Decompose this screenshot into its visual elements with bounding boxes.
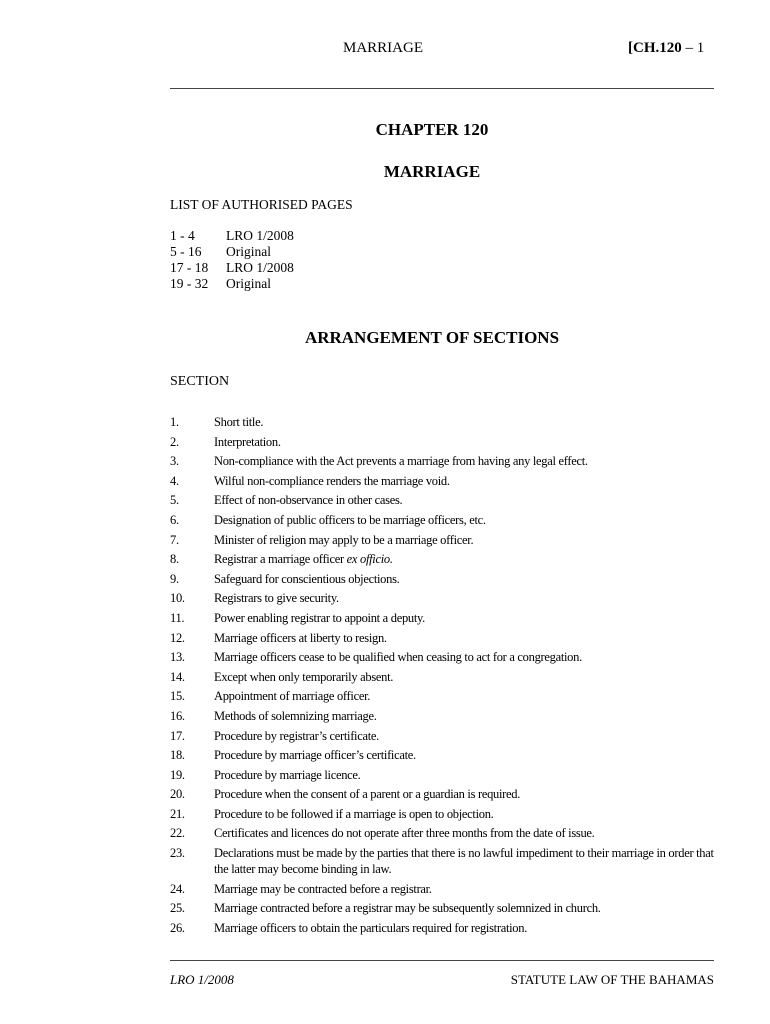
page-status: LRO 1/2008: [226, 228, 294, 243]
section-entry: [170, 747, 718, 763]
section-title-text: Minister of religion may apply to be a marriage officer.: [214, 532, 474, 547]
footer-rule: [170, 960, 714, 961]
section-number: 8.: [170, 552, 179, 567]
page-range: 5 - 16: [170, 244, 202, 259]
header-rule: [170, 88, 714, 89]
section-number: 6.: [170, 512, 179, 527]
section-title: [214, 551, 718, 567]
section-title: [214, 825, 718, 841]
section-entry: [170, 649, 718, 665]
section-title: [214, 630, 718, 646]
section-number: 22.: [170, 826, 185, 841]
section-number: 18.: [170, 748, 185, 763]
section-title: [214, 881, 718, 897]
footer-revision: LRO 1/2008: [170, 972, 234, 987]
section-number: 21.: [170, 806, 185, 821]
page-status: Original: [226, 276, 271, 291]
section-title-text: Effect of non-observance in other cases.: [214, 493, 403, 508]
section-number: 17.: [170, 728, 185, 743]
section-title-text: Marriage officers cease to be qualified when ceasing to act for a congregation.: [214, 650, 582, 665]
section-title: [214, 708, 718, 724]
section-title-text: Marriage officers at liberty to resign.: [214, 630, 387, 645]
section-entry: [170, 920, 718, 936]
section-number: 15.: [170, 689, 185, 704]
section-entry: [170, 825, 718, 841]
section-entry: [170, 708, 718, 724]
section-title: [214, 728, 718, 744]
section-title-text: Interpretation.: [214, 434, 281, 449]
section-title-text: Marriage contracted before a registrar may be subsequently solemnized in church.: [214, 901, 601, 916]
running-header-title: MARRIAGE: [343, 40, 424, 56]
section-number: 26.: [170, 920, 185, 935]
section-entry: [170, 806, 718, 822]
footer-publication: STATUTE LAW OF THE BAHAMAS: [510, 972, 714, 987]
section-title-text: Procedure by marriage officer’s certificate.: [214, 748, 416, 763]
section-title: [214, 492, 718, 508]
section-number: 11.: [170, 610, 185, 625]
section-number: 25.: [170, 901, 185, 916]
section-entry: [170, 590, 718, 606]
section-title-text: Procedure by marriage licence.: [214, 767, 361, 782]
chapter-title: CHAPTER 120: [375, 120, 489, 139]
section-title: [214, 590, 718, 606]
section-entry: [170, 767, 718, 783]
section-number: 16.: [170, 708, 185, 723]
page-number: 1: [696, 40, 705, 56]
page-status: LRO 1/2008: [226, 260, 294, 275]
section-number: 20.: [170, 787, 185, 802]
section-title-text: Designation of public officers to be marriage officers, etc.: [214, 512, 486, 527]
section-entry: [170, 669, 718, 685]
arrangement-heading: ARRANGEMENT OF SECTIONS: [304, 328, 560, 347]
section-entry: [170, 512, 718, 528]
section-title-text: Wilful non-compliance renders the marriage void.: [214, 473, 450, 488]
section-number: 9.: [170, 571, 179, 586]
section-entry: [170, 786, 718, 802]
section-entry: [170, 630, 718, 646]
authorised-pages-list: [170, 228, 294, 292]
section-number: 3.: [170, 454, 179, 469]
page-range: 1 - 4: [170, 228, 195, 243]
section-title: [214, 688, 718, 704]
section-title: [214, 920, 718, 936]
section-title-text: Declarations must be made by the parties that there is no lawful impediment to their marriage in order that the latter may become binding in law.: [214, 846, 714, 877]
section-title-text: Appointment of marriage officer.: [214, 689, 371, 704]
page-range-row: [170, 244, 294, 260]
section-title: [214, 512, 718, 528]
section-number: 23.: [170, 846, 185, 861]
section-entry: [170, 532, 718, 548]
section-entry: [170, 492, 718, 508]
chapter-name: MARRIAGE: [383, 162, 481, 181]
section-title: [214, 900, 718, 916]
section-title-text: Certificates and licences do not operate after three months from the date of issue.: [214, 826, 595, 841]
section-entry: [170, 610, 718, 626]
section-title: [214, 473, 718, 489]
section-title: [214, 747, 718, 763]
section-number: 1.: [170, 415, 179, 429]
section-title: [214, 786, 718, 802]
section-title-text: Procedure to be followed if a marriage is open to objection.: [214, 806, 494, 821]
section-title-text: Safeguard for conscientious objections.: [214, 571, 400, 586]
section-number: 12.: [170, 630, 185, 645]
page-range: 19 - 32: [170, 276, 209, 291]
section-title-text: Marriage officers to obtain the particulars required for registration.: [214, 920, 528, 935]
section-title-text: Methods of solemnizing marriage.: [214, 708, 377, 723]
section-title: [214, 669, 718, 685]
section-number: 14.: [170, 669, 185, 684]
section-entry: [170, 728, 718, 744]
section-entry: [170, 434, 718, 450]
section-title: [214, 571, 718, 587]
section-title-text: Short title.: [214, 415, 264, 429]
section-entry: [170, 551, 718, 567]
page-separator: –: [685, 40, 693, 56]
page-range-row: [170, 260, 294, 276]
sections-list: [170, 414, 718, 939]
section-title-text: Marriage may be contracted before a registrar.: [214, 881, 432, 896]
section-title-text: Non-compliance with the Act prevents a marriage from having any legal effect.: [214, 454, 588, 469]
section-entry: [170, 414, 718, 430]
section-title: [214, 453, 718, 469]
section-title: [214, 767, 718, 783]
section-title-text: Power enabling registrar to appoint a deputy.: [214, 610, 425, 625]
section-title: [214, 610, 718, 626]
chapter-ref: [CH.120: [628, 40, 682, 56]
section-number: 5.: [170, 493, 179, 508]
section-title-text: Registrars to give security.: [214, 591, 339, 606]
section-entry: [170, 473, 718, 489]
page-range-row: [170, 276, 294, 292]
section-title: [214, 532, 718, 548]
section-title: [214, 649, 718, 665]
section-number: 7.: [170, 532, 179, 547]
page-range: 17 - 18: [170, 260, 209, 275]
section-entry: [170, 900, 718, 916]
section-entry: [170, 881, 718, 897]
section-label: SECTION: [170, 374, 230, 389]
section-entry: [170, 845, 718, 877]
section-title-text: Procedure by registrar’s certificate.: [214, 728, 379, 743]
section-title: [214, 806, 718, 822]
section-entry: [170, 453, 718, 469]
section-title: [214, 434, 718, 450]
section-number: 19.: [170, 767, 185, 782]
section-entry: [170, 688, 718, 704]
authorised-pages-heading: LIST OF AUTHORISED PAGES: [170, 197, 353, 212]
running-header-chapter: [628, 40, 704, 57]
section-number: 4.: [170, 473, 179, 488]
section-number: 24.: [170, 881, 185, 896]
section-number: 10.: [170, 591, 185, 606]
page-status: Original: [226, 244, 271, 259]
section-title-text: Registrar a marriage officer: [214, 552, 347, 567]
section-number: 13.: [170, 650, 185, 665]
section-number: 2.: [170, 434, 179, 449]
section-title-text: Except when only temporarily absent.: [214, 669, 394, 684]
page-range-row: [170, 228, 294, 244]
section-title-text: Procedure when the consent of a parent or a guardian is required.: [214, 787, 521, 802]
section-entry: [170, 571, 718, 587]
section-title-italic: ex officio.: [346, 552, 393, 567]
section-title: [214, 414, 718, 430]
section-title: [214, 845, 718, 877]
